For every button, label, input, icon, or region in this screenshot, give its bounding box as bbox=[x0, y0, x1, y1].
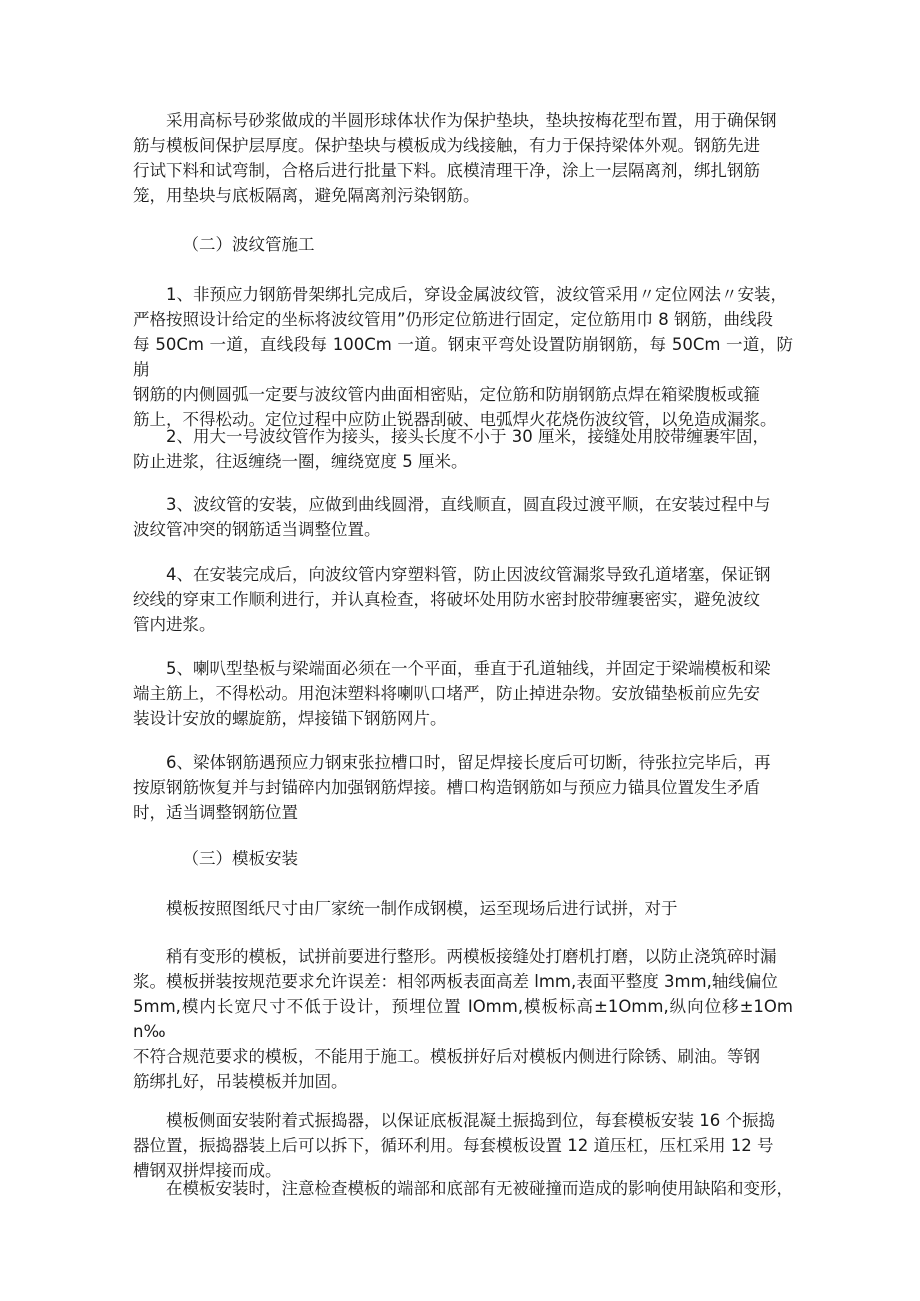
paragraph-bellows-step-2: 2、用大一号波纹管作为接头，接头长度不小于 30 厘米，接缝处用胶带缠裹牢固， 防止进浆，往返缠绕一圈，缠绕宽度 5 厘米。 bbox=[133, 427, 769, 471]
paragraph-protective-pads: 采用高标号砂浆做成的半圆形球体状作为保护垫块，垫块按梅花型布置，用于确保钢 筋与模板间保护层厚度。保护垫块与模板成为线接触，有力于保持梁体外观。钢筋先进 行试下料和试弯制，合格后进行批量下料。底模清理干净，涂上一层隔离剂，绑扎钢筋 笼，用垫块与底板隔离，避免隔离剂污染钢筋。 bbox=[133, 111, 777, 205]
paragraph-formwork-inspection: 在模板安装时，注意检查模板的端部和底部有无被碰撞而造成的影响使用缺陷和变形， bbox=[166, 1179, 793, 1198]
paragraph-bellows-step-4: 4、在安装完成后，向波纹管内穿塑料管，防止因波纹管漏浆导致孔道堵塞，保证钢 绞线的穿束工作顺利进行，并认真检查，将破坏处用防水密封胶带缠裹密实，避免波纹 管内进浆。 bbox=[133, 565, 771, 634]
paragraph-bellows-step-3: 3、波纹管的安装，应做到曲线圆滑，直线顺直，圆直段过渡平顺，在安装过程中与 波纹管冲突的钢筋适当调整位置。 bbox=[133, 495, 771, 539]
section-heading-bellows-construction: （二）波纹管施工 bbox=[182, 235, 315, 254]
paragraph-bellows-step-6: 6、梁体钢筋遇预应力钢束张拉槽口时，留足焊接长度后可切断，待张拉完毕后，再 按原钢筋恢复并与封锚碎内加强钢筋焊接。槽口构造钢筋如与预应力锚具位置发生矛盾 时，适当调整钢筋位置 bbox=[133, 753, 771, 822]
paragraph-bellows-step-5: 5、喇叭型垫板与梁端面必须在一个平面，垂直于孔道轴线，并固定于梁端模板和梁 端主筋上，不得松动。用泡沫塑料将喇叭口堵严，防止掉进杂物。安放锚垫板前应先安 装设计安放的螺旋筋，焊接锚下钢筋网片。 bbox=[133, 659, 771, 728]
paragraph-formwork-tolerances: 稍有变形的模板，试拼前要进行整形。两模板接缝处打磨机打磨，以防止浇筑碎时漏 浆。模板拼装按规范要求允许误差：相邻两板表面高差 lmm,表面平整度 3mm,轴线偏位 5mm,模内长宽尺寸不低于设计，预埋位置 IOmm,模板标高±1Omm,纵向位移±1Omn‰ 不符合规范要求的模板，不能用于施工。模板拼好后对模板内侧进行除锈、刷油。等钢 筋绑扎好，吊装模板并加固。 bbox=[133, 947, 793, 1091]
section-heading-formwork-installation: （三）模板安装 bbox=[182, 849, 298, 868]
paragraph-bellows-step-1: 1、非预应力钢筋骨架绑扎完成后，穿设金属波纹管，波纹管采用〃定位网法〃安装， 严格按照设计给定的坐标将波纹管用”仍形定位筋进行固定，定位筋用巾 8 钢筋，曲线段 每 50Cm 一道，直线段每 100Cm 一道。钢束平弯处设置防崩钢筋，每 50Cm 一道，防崩 钢筋的内侧圆弧一定要与波纹管内曲面相密贴，定位筋和防崩钢筋点焊在箱梁腹板或箍 筋上，不得松动。定位过程中应防止锐器刮破、电弧焊火花烧伤波纹管，以免造成漏浆。 bbox=[133, 285, 793, 429]
paragraph-formwork-intro: 模板按照图纸尺寸由厂家统一制作成钢模，运至现场后进行试拼，对于 bbox=[166, 899, 678, 918]
paragraph-formwork-vibrators: 模板侧面安装附着式振捣器，以保证底板混凝土振捣到位，每套模板安装 16 个振捣 器位置，振捣器装上后可以拆下，循环利用。每套模板设置 12 道压杠，压杠采用 12 号 槽钢双拼焊接而成。 bbox=[133, 1111, 775, 1180]
